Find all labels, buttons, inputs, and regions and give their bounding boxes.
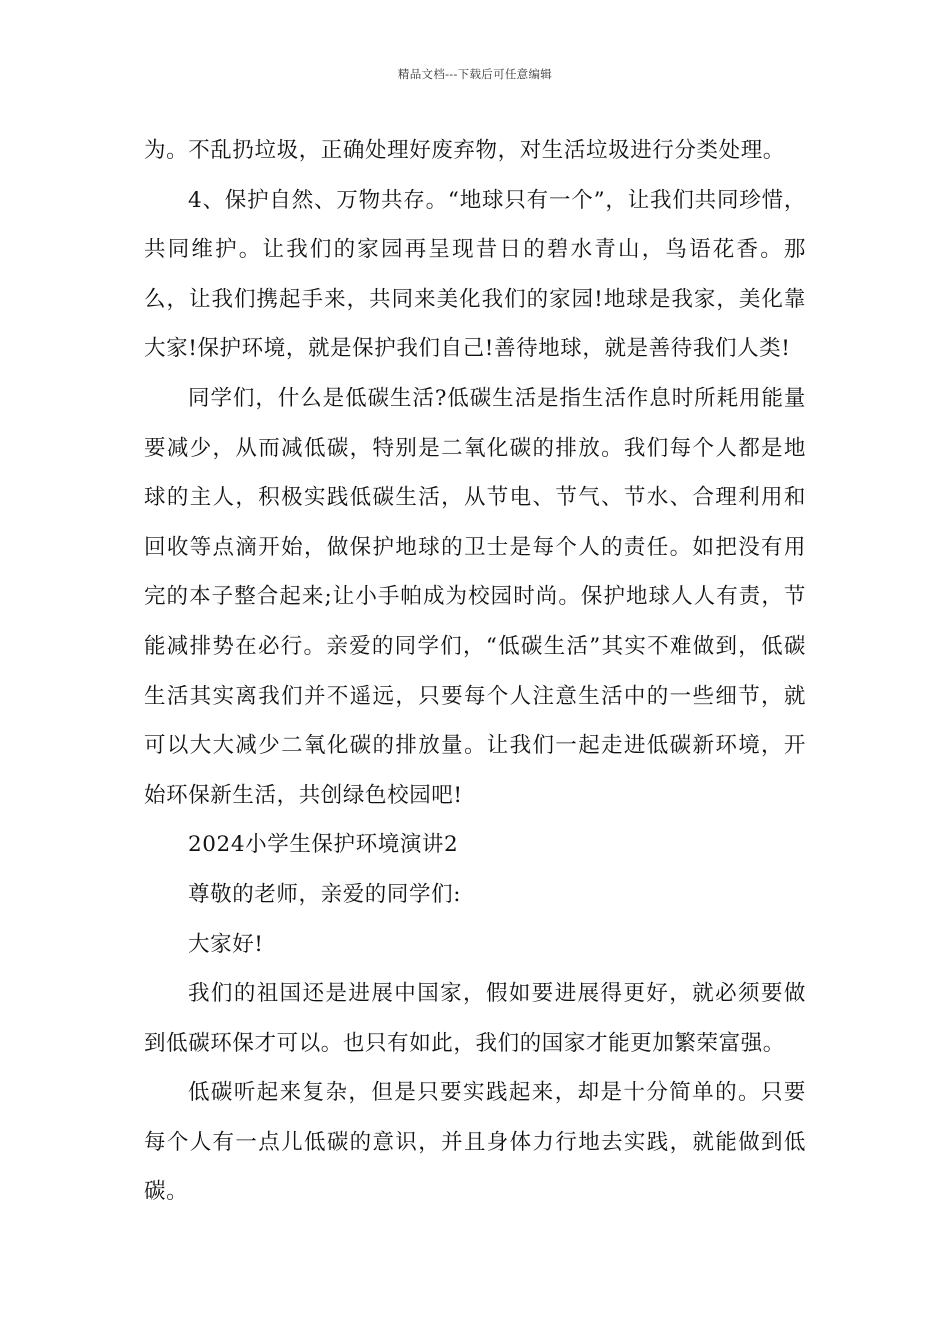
paragraph-2: 4、保护自然、万物共存。“地球只有一个”，让我们共同珍惜，共同维护。让我们的家园再呈现昔日的碧水青山，鸟语花香。那么，让我们携起手来，共同来美化我们的家园!地球是我家，美化靠大家!保护环境，就是保护我们自己!善待地球，就是善待我们人类! [144, 187, 806, 362]
salutation: 尊敬的老师，亲爱的同学们: [188, 881, 462, 907]
paragraph-5: 低碳听起来复杂，但是只要实践起来，却是十分简单的。只要每个人有一点儿低碳的意识，并且身体力行地去实践，就能做到低碳。 [144, 1080, 806, 1205]
paragraph-1: 为。不乱扔垃圾，正确处理好废弃物，对生活垃圾进行分类处理。 [144, 138, 785, 163]
page-header: 精品文档---下载后可任意编辑 [397, 67, 553, 81]
section-title: 2024小学生保护环境演讲2 [188, 832, 459, 858]
paragraph-4: 我们的祖国还是进展中国家，假如要进展得更好，就必须要做到低碳环保才可以。也只有如此，我们的国家才能更加繁荣富强。 [144, 981, 806, 1056]
paragraph-3: 同学们，什么是低碳生活?低碳生活是指生活作息时所耗用能量要减少，从而减低碳，特别是二氧化碳的排放。我们每个人都是地球的主人，积极实践低碳生活，从节电、节气、节水、合理利用和回收等点滴开始，做保护地球的卫士是每个人的责任。如把没有用完的本子整合起来;让小手帕成为校园时尚。保护地球人人有责，节能减排势在必行。亲爱的同学们，“低碳生活”其实不难做到，低碳生活其实离我们并不遥远，只要每个人注意生活中的一些细节，就可以大大减少二氧化碳的排放量。让我们一起走进低碳新环境，开始环保新生活，共创绿色校园吧! [144, 385, 806, 808]
document-body [144, 126, 806, 1217]
greeting: 大家好! [188, 931, 264, 957]
